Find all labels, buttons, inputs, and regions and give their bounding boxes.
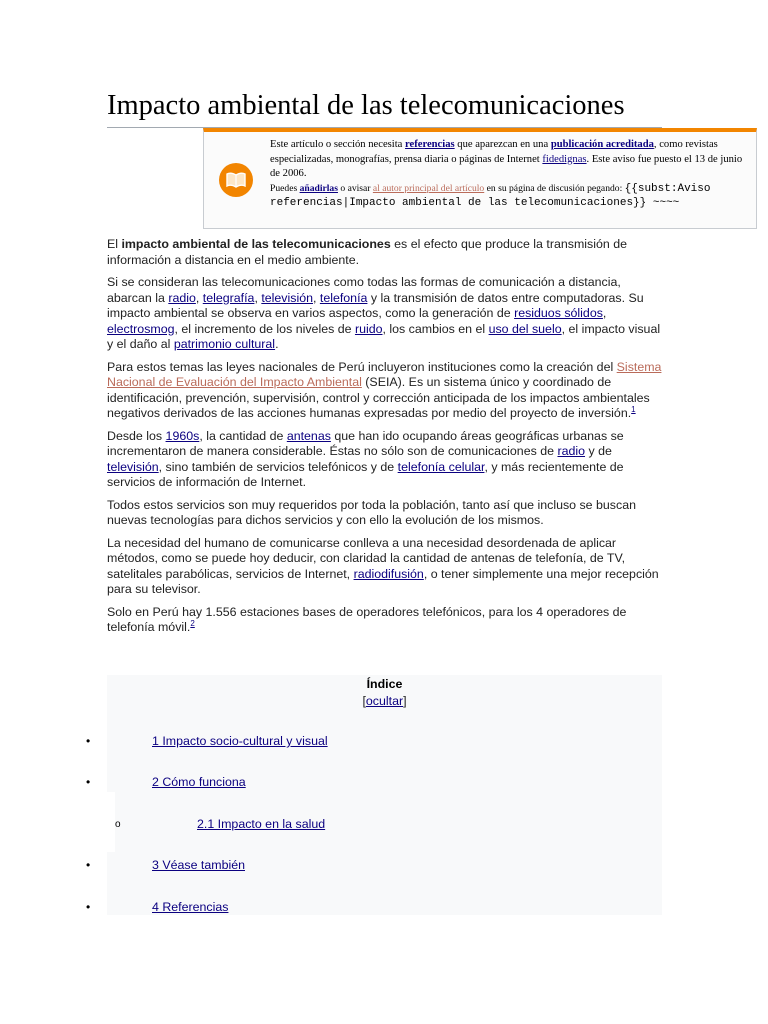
paragraph-5: Todos estos servicios son muy requeridos por toda la población, tanto así que incluso se buscan nuevas tecnologías para dichos servicios y con ello la evolución de los mismos.: [107, 497, 636, 527]
link-residuos-solidos[interactable]: residuos sólidos: [514, 306, 603, 320]
article-body: [107, 237, 663, 643]
reference-1[interactable]: 1: [631, 404, 636, 414]
link-antenas[interactable]: antenas: [286, 428, 331, 443]
page-title: Impacto ambiental de las telecomunicaciones: [107, 88, 662, 128]
toc-item-3[interactable]: 3 Véase también: [152, 858, 245, 872]
table-of-contents: [107, 675, 662, 915]
toc-title: Índice: [366, 677, 403, 691]
list-bullet: •: [86, 858, 91, 872]
references-notice-box: [203, 128, 757, 229]
link-television-2[interactable]: televisión: [107, 459, 159, 474]
toc-item-1[interactable]: 1 Impacto socio-cultural y visual: [152, 734, 328, 748]
link-electrosmog[interactable]: electrosmog: [107, 321, 175, 336]
link-telefonia-celular[interactable]: telefonía celular: [397, 459, 485, 474]
toc-item-2-1[interactable]: 2.1 Impacto en la salud: [197, 817, 326, 831]
link-anadirlas[interactable]: añadirlas: [299, 182, 338, 194]
link-autor-principal[interactable]: al autor principal del artículo: [372, 182, 485, 194]
link-television[interactable]: televisión: [261, 290, 313, 305]
link-1960s[interactable]: 1960s: [165, 428, 200, 443]
list-sub-bullet: o: [115, 819, 121, 830]
link-referencias[interactable]: referencias: [405, 139, 455, 150]
notice-text: Este artículo o sección necesita referencias que aparezcan en una publicación acreditada, como revistas especializadas, monografías, prensa diaria o páginas de Internet fidedignas. Este aviso fue puesto el 13 de junio de 2006. Puedes añadirlas o avisar al autor principal del artículo en su página de discusión pegando: {{subst:Aviso referencias|Impacto ambiental de las telecomunicaciones}} ~~~~: [270, 139, 743, 209]
link-seia[interactable]: Sistema Nacional de Evaluación del Impacto Ambiental: [107, 359, 662, 389]
reference-2[interactable]: 2: [190, 618, 195, 628]
paragraph-6: La necesidad del humano de comunicarse conlleva a una necesidad desordenada de aplicar métodos, como se puede hoy deducir, con claridad la cantidad de antenas de telefonía, de TV, satelitales parabólicas, servicios de Internet, radiodifusión, o tener simplemente una mejor recepción para su televisor.: [107, 535, 659, 596]
list-bullet: •: [86, 734, 91, 748]
toc-item-2[interactable]: 2 Cómo funciona: [152, 775, 246, 789]
paragraph-1: El impacto ambiental de las telecomunicaciones es el efecto que produce la transmisión de información a distancia en el medio ambiente.: [107, 237, 627, 267]
notice-code: {{subst:Aviso referencias|Impacto ambiental de las telecomunicaciones}} ~~~~: [270, 182, 711, 209]
book-icon: [219, 163, 253, 197]
paragraph-3: Para estos temas las leyes nacionales de Perú incluyeron instituciones como la creación del Sistema Nacional de Evaluación del Impacto Ambiental (SEIA). Es un sistema único y coordinado de identificación, prevención, supervisión, control y corrección anticipada de los impactos ambientales negativos derivados de las acciones humanas expresadas por medio del proyecto de inversión.$^1$: [107, 359, 662, 420]
link-fidedignas[interactable]: fidedignas: [542, 153, 587, 165]
paragraph-4: Desde los 1960s, la cantidad de antenas que han ido ocupando áreas geográficas urbanas se incrementaron de manera considerable. Éstas no sólo son de comunicaciones de radio y de televisión, sino también de servicios telefónicos y de telefonía celular, y más recientemente de servicios de información de Internet.: [107, 428, 624, 489]
link-radio[interactable]: radio: [168, 290, 196, 305]
link-ruido[interactable]: ruido: [354, 321, 383, 336]
link-patrimonio-cultural[interactable]: patrimonio cultural: [173, 337, 276, 351]
toc-gap: [85, 792, 115, 852]
link-telegrafia[interactable]: telegrafía: [202, 290, 255, 305]
paragraph-2: Si se consideran las telecomunicaciones como todas las formas de comunicación a distancia, abarcan la radio, telegrafía, televisión, telefonía y la transmisión de datos entre computadoras. Su impacto ambiental se observa en varios aspectos, como la generación de residuos sólidos, electrosmog, el incremento de los niveles de ruido, los cambios en el uso del suelo, el impacto visual y el daño al patrimonio cultural.: [107, 275, 661, 351]
paragraph-7: Solo en Perú hay 1.556 estaciones bases de operadores telefónicos, para los 4 operadores de telefonía móvil.$^2$: [107, 604, 627, 634]
toc-hide-link[interactable]: ocultar: [365, 694, 404, 708]
link-publicacion-acreditada[interactable]: publicación acreditada: [550, 139, 654, 150]
link-radio-2[interactable]: radio: [557, 444, 586, 458]
list-bullet: •: [86, 900, 91, 914]
toc-item-4[interactable]: 4 Referencias: [152, 900, 229, 914]
list-bullet: •: [86, 775, 91, 789]
link-radiodifusion[interactable]: radiodifusión: [353, 566, 424, 581]
toc-toggle: [ocultar]: [362, 694, 407, 708]
link-telefonia[interactable]: telefonía: [319, 290, 368, 305]
link-uso-del-suelo[interactable]: uso del suelo: [488, 321, 562, 336]
